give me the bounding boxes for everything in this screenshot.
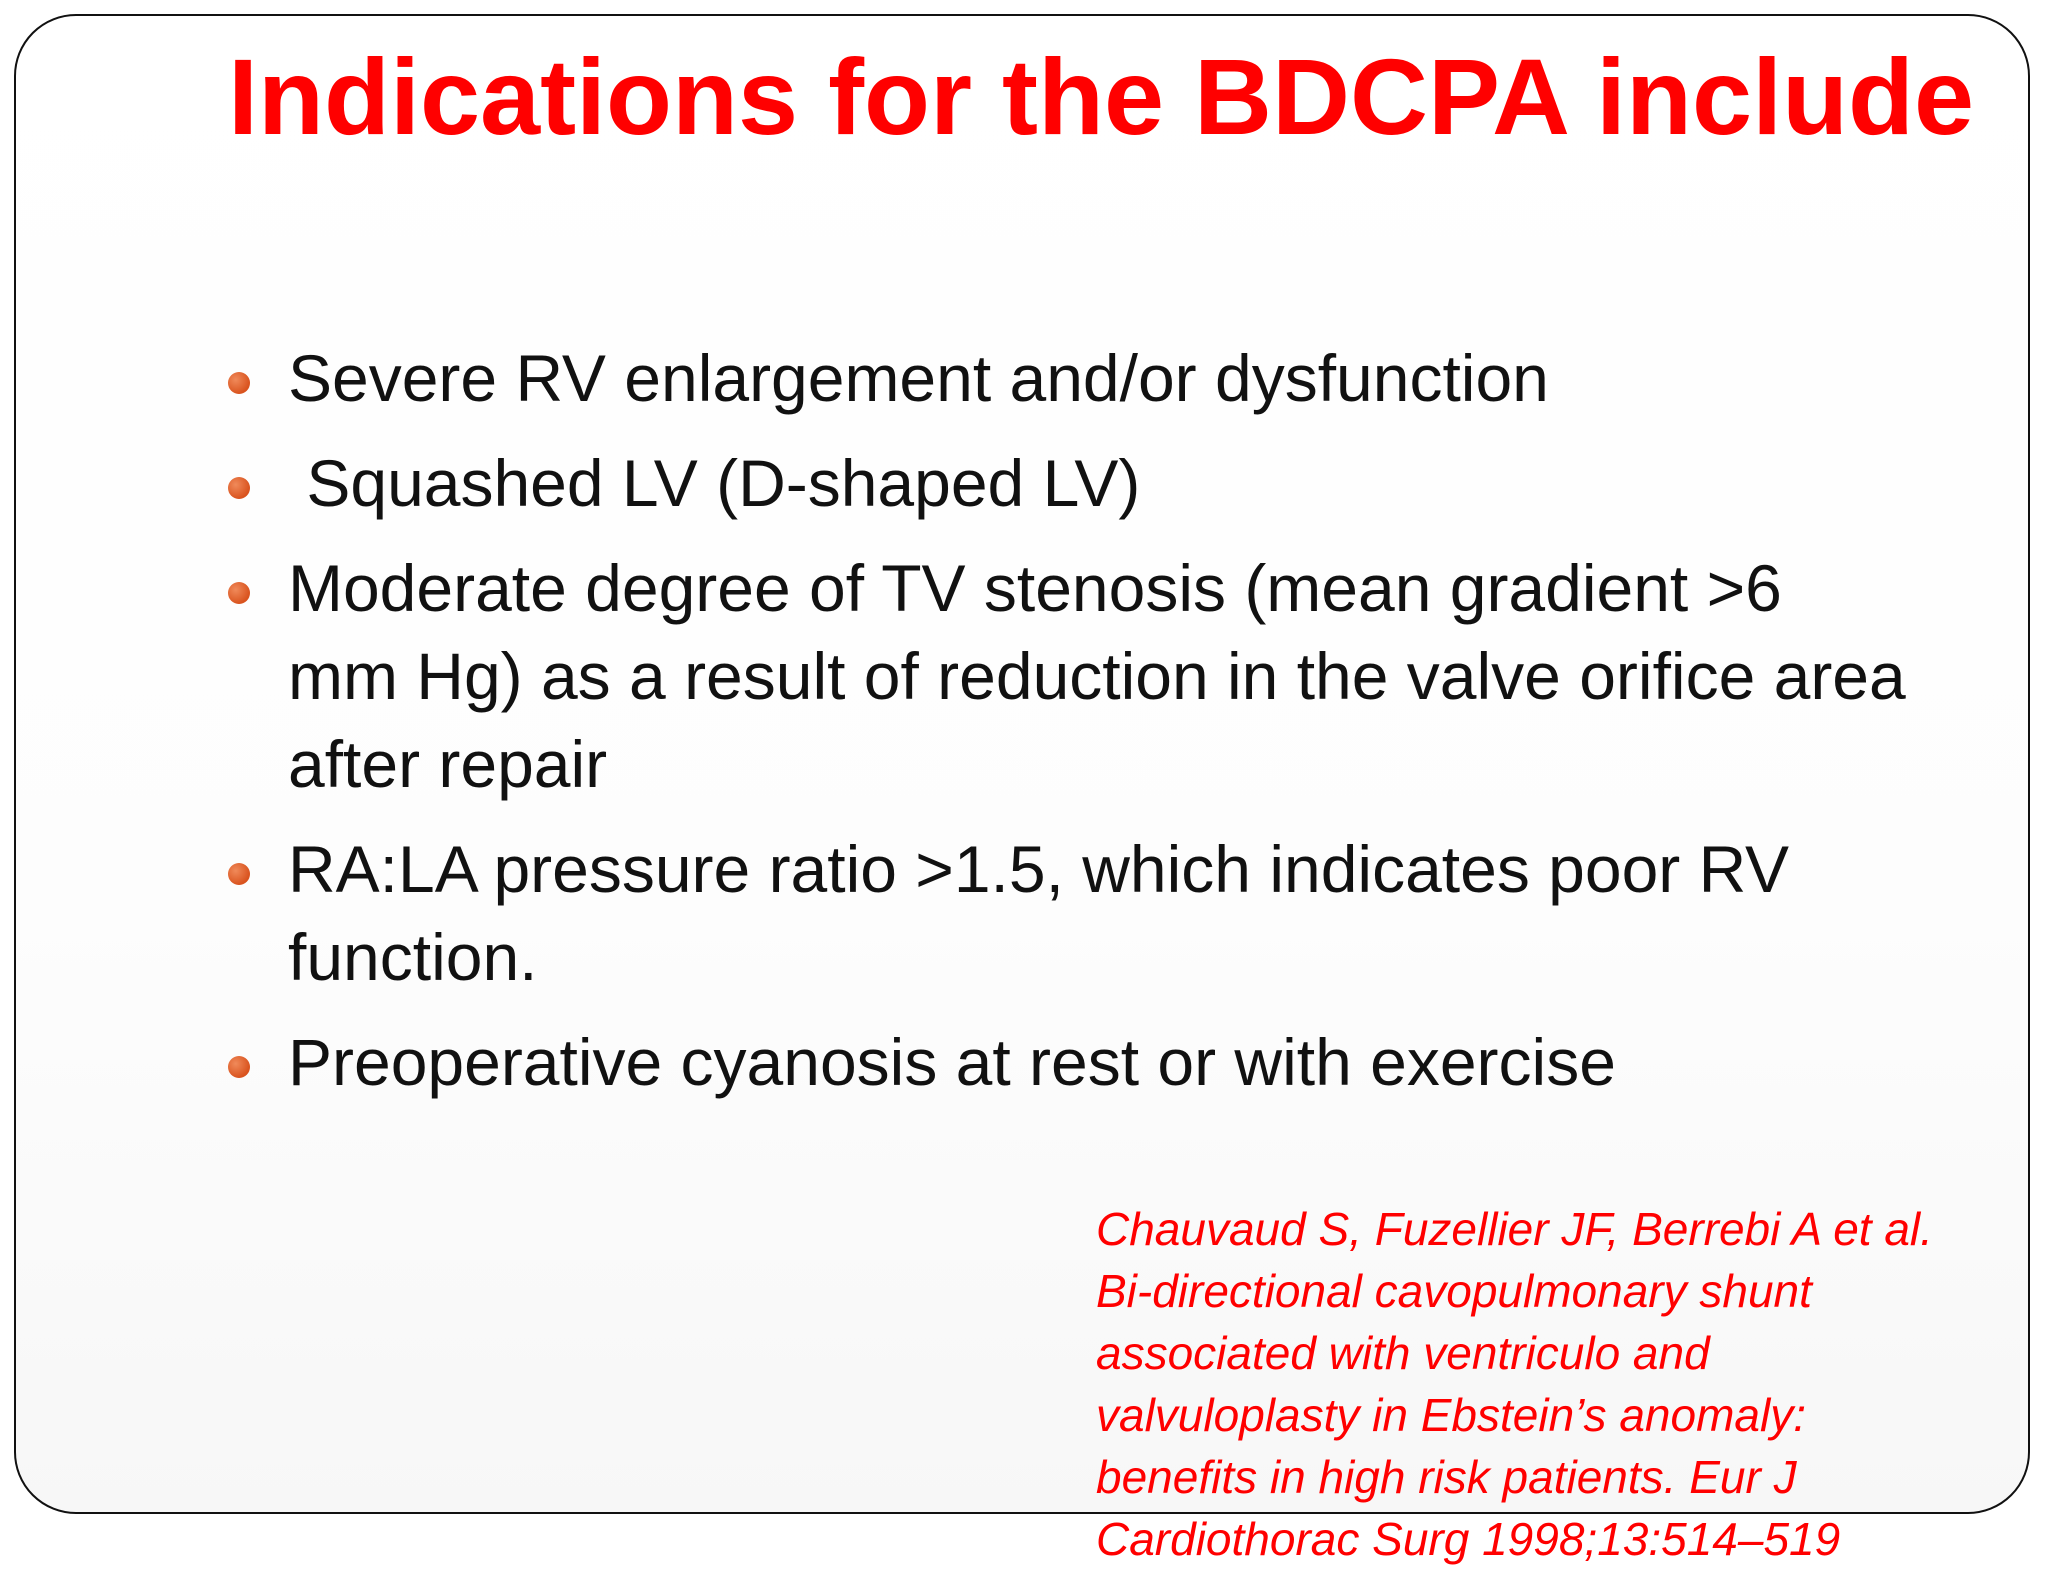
bullet-dot-icon — [228, 477, 250, 499]
bullet-item — [228, 334, 1908, 422]
bullet-text: RA:LA pressure ratio >1.5, which indicates poor RV function. — [288, 832, 1790, 994]
bullet-dot-icon — [228, 372, 250, 394]
bullet-item — [228, 825, 1908, 1001]
bullet-text: Moderate degree of TV stenosis (mean gradient >6 mm Hg) as a result of reduction in the valve orifice area after repair — [288, 551, 1906, 801]
bullet-item — [228, 544, 1908, 808]
slide-title: Indications for the BDCPA include — [228, 36, 1975, 157]
bullet-item — [228, 439, 1908, 527]
bullet-text: Preoperative cyanosis at rest or with exercise — [288, 1025, 1616, 1099]
bullet-item — [228, 1018, 1908, 1106]
bullet-dot-icon — [228, 582, 250, 604]
reference-citation: Chauvaud S, Fuzellier JF, Berrebi A et al. Bi-directional cavopulmonary shunt associated with ventriculo and valvuloplasty in Ebstein’s anomaly: benefits in high risk patients. Eur J Cardiothorac Surg 1998;13:514–519 — [1096, 1203, 1933, 1565]
bullet-dot-icon — [228, 1056, 250, 1078]
bullet-list — [228, 334, 1908, 1123]
bullet-text: Severe RV enlargement and/or dysfunction — [288, 341, 1549, 415]
bullet-text: Squashed LV (D-shaped LV) — [288, 446, 1141, 520]
bullet-dot-icon — [228, 863, 250, 885]
